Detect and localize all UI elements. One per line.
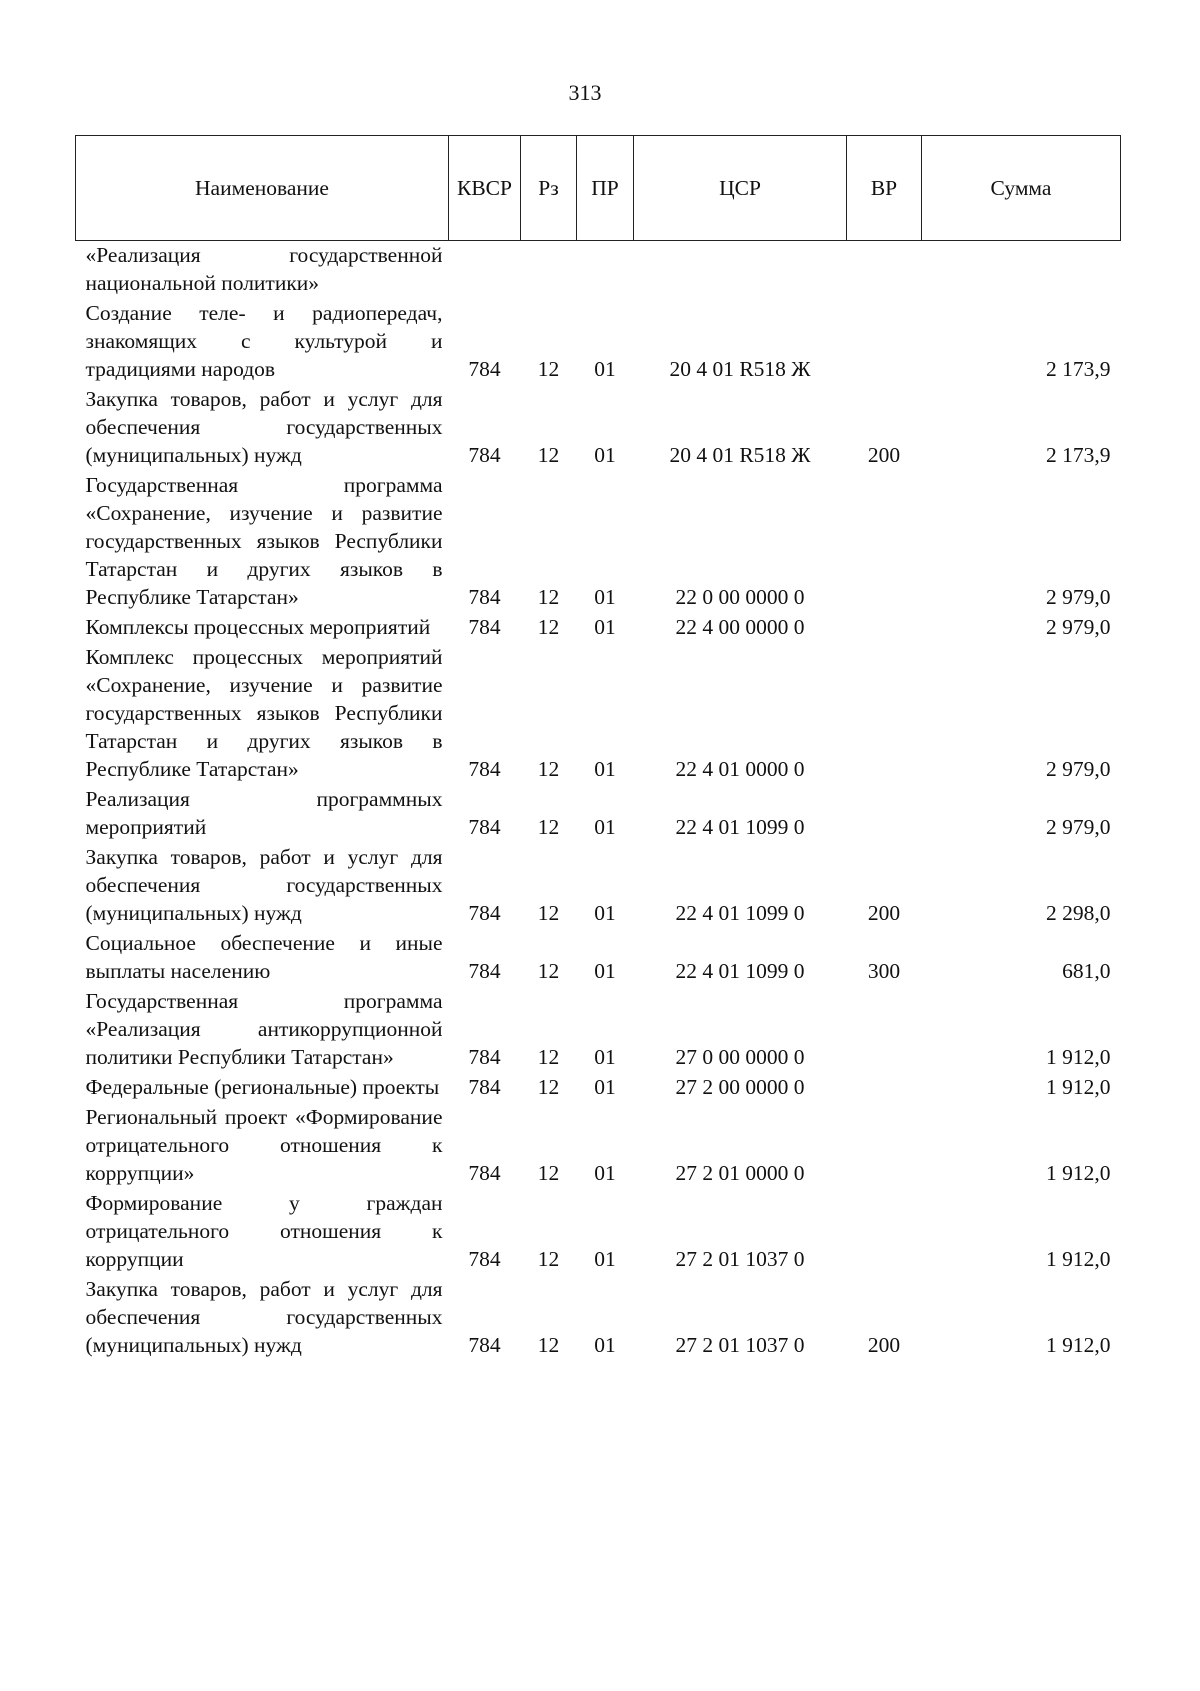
table-row bbox=[76, 241, 1121, 298]
cell-pr: 01 bbox=[594, 443, 616, 467]
cell-vr bbox=[847, 1101, 922, 1187]
table-header bbox=[76, 136, 1121, 241]
header-name: Наименование bbox=[76, 136, 449, 241]
table-row bbox=[76, 985, 1121, 1071]
cell-kvsr: 784 bbox=[468, 901, 501, 925]
cell-vr bbox=[847, 783, 922, 841]
cell-name: «Реализация государственной национальной политики» bbox=[85, 243, 443, 295]
cell-pr: 01 bbox=[594, 815, 616, 839]
table-row bbox=[76, 1071, 1121, 1101]
table-row bbox=[76, 841, 1121, 927]
cell-vr: 300 bbox=[867, 959, 901, 983]
cell-rz: 12 bbox=[537, 1161, 560, 1185]
cell-sum: 2 979,0 bbox=[1046, 615, 1111, 639]
cell-csr: 27 2 00 0000 0 bbox=[675, 1075, 805, 1099]
cell-rz: 12 bbox=[537, 615, 560, 639]
cell-sum: 2 173,9 bbox=[1046, 443, 1111, 467]
cell-csr: 27 0 00 0000 0 bbox=[675, 1045, 805, 1069]
cell-kvsr: 784 bbox=[468, 815, 501, 839]
cell-pr: 01 bbox=[594, 757, 616, 781]
cell-rz: 12 bbox=[537, 757, 560, 781]
header-vr: ВР bbox=[847, 136, 922, 241]
table-row bbox=[76, 641, 1121, 783]
cell-kvsr bbox=[449, 241, 521, 298]
cell-sum bbox=[922, 241, 1121, 298]
header-kvsr: КВСР bbox=[449, 136, 521, 241]
cell-csr: 27 2 01 1037 0 bbox=[675, 1247, 805, 1271]
cell-name: Закупка товаров, работ и услуг для обеспечения государственных (муниципальных) нужд bbox=[85, 1277, 443, 1357]
cell-name: Государственная программа «Реализация антикоррупционной политики Республики Татарстан» bbox=[85, 989, 443, 1069]
table-row bbox=[76, 1273, 1121, 1359]
cell-kvsr: 784 bbox=[468, 959, 501, 983]
cell-sum: 2 979,0 bbox=[1046, 815, 1111, 839]
cell-vr: 200 bbox=[867, 901, 901, 925]
cell-name: Региональный проект «Формирование отрицательного отношения к коррупции» bbox=[85, 1105, 443, 1185]
table-body bbox=[76, 241, 1121, 1360]
table-row bbox=[76, 1101, 1121, 1187]
cell-name: Социальное обеспечение и иные выплаты населению bbox=[85, 931, 443, 983]
cell-csr: 22 4 01 0000 0 bbox=[675, 757, 805, 781]
cell-name: Формирование у граждан отрицательного отношения к коррупции bbox=[85, 1191, 443, 1271]
cell-name: Реализация программных мероприятий bbox=[85, 787, 443, 839]
table-row bbox=[76, 383, 1121, 469]
cell-pr bbox=[577, 241, 634, 298]
table-row bbox=[76, 469, 1121, 611]
cell-rz: 12 bbox=[537, 1247, 560, 1271]
header-rz: Рз bbox=[521, 136, 577, 241]
cell-kvsr: 784 bbox=[468, 1161, 501, 1185]
cell-vr bbox=[847, 611, 922, 641]
budget-table bbox=[75, 135, 1121, 1359]
cell-kvsr: 784 bbox=[468, 615, 501, 639]
cell-sum: 1 912,0 bbox=[1046, 1161, 1111, 1185]
cell-kvsr: 784 bbox=[468, 585, 501, 609]
cell-pr: 01 bbox=[594, 1161, 616, 1185]
cell-sum: 2 979,0 bbox=[1046, 757, 1111, 781]
cell-name: Закупка товаров, работ и услуг для обеспечения государственных (муниципальных) нужд bbox=[85, 387, 443, 467]
cell-csr: 20 4 01 R518 Ж bbox=[669, 357, 811, 381]
cell-sum: 2 298,0 bbox=[1046, 901, 1111, 925]
cell-kvsr: 784 bbox=[468, 1333, 501, 1357]
cell-pr: 01 bbox=[594, 901, 616, 925]
cell-pr: 01 bbox=[594, 1333, 616, 1357]
cell-csr: 22 4 01 1099 0 bbox=[675, 959, 805, 983]
header-csr: ЦСР bbox=[634, 136, 847, 241]
cell-rz bbox=[521, 241, 577, 298]
cell-pr: 01 bbox=[594, 1075, 616, 1099]
cell-csr: 27 2 01 1037 0 bbox=[675, 1333, 805, 1357]
cell-vr bbox=[847, 985, 922, 1071]
table-row bbox=[76, 783, 1121, 841]
table-row bbox=[76, 611, 1121, 641]
cell-sum: 1 912,0 bbox=[1046, 1333, 1111, 1357]
cell-kvsr: 784 bbox=[468, 1045, 501, 1069]
cell-rz: 12 bbox=[537, 443, 560, 467]
cell-csr: 22 0 00 0000 0 bbox=[675, 585, 805, 609]
cell-sum: 1 912,0 bbox=[1046, 1045, 1111, 1069]
cell-vr bbox=[847, 641, 922, 783]
cell-vr: 200 bbox=[867, 443, 901, 467]
cell-pr: 01 bbox=[594, 959, 616, 983]
cell-vr: 200 bbox=[867, 1333, 901, 1357]
cell-sum: 1 912,0 bbox=[1046, 1247, 1111, 1271]
page-number: 313 bbox=[568, 80, 602, 105]
cell-rz: 12 bbox=[537, 1045, 560, 1069]
cell-csr: 20 4 01 R518 Ж bbox=[669, 443, 811, 467]
cell-pr: 01 bbox=[594, 585, 616, 609]
cell-csr: 27 2 01 0000 0 bbox=[675, 1161, 805, 1185]
cell-rz: 12 bbox=[537, 815, 560, 839]
cell-csr bbox=[634, 241, 847, 298]
cell-name: Закупка товаров, работ и услуг для обеспечения государственных (муниципальных) нужд bbox=[85, 845, 443, 925]
cell-name: Комплексы процессных мероприятий bbox=[85, 615, 431, 639]
cell-name: Федеральные (региональные) проекты bbox=[85, 1075, 440, 1099]
cell-sum: 2 979,0 bbox=[1046, 585, 1111, 609]
header-pr: ПР bbox=[577, 136, 634, 241]
cell-rz: 12 bbox=[537, 901, 560, 925]
cell-csr: 22 4 01 1099 0 bbox=[675, 815, 805, 839]
cell-vr bbox=[847, 469, 922, 611]
cell-rz: 12 bbox=[537, 1075, 560, 1099]
cell-name: Создание теле- и радиопередач, знакомящих с культурой и традициями народов bbox=[85, 301, 443, 381]
cell-pr: 01 bbox=[594, 357, 616, 381]
cell-vr bbox=[847, 1071, 922, 1101]
cell-pr: 01 bbox=[594, 615, 616, 639]
cell-vr bbox=[847, 297, 922, 383]
cell-kvsr: 784 bbox=[468, 357, 501, 381]
cell-pr: 01 bbox=[594, 1045, 616, 1069]
cell-csr: 22 4 01 1099 0 bbox=[675, 901, 805, 925]
cell-kvsr: 784 bbox=[468, 443, 501, 467]
cell-vr bbox=[847, 1187, 922, 1273]
cell-kvsr: 784 bbox=[468, 757, 501, 781]
cell-pr: 01 bbox=[594, 1247, 616, 1271]
cell-name: Комплекс процессных мероприятий «Сохранение, изучение и развитие государственных языков Республики Татарстан и других языков в Республике Татарстан» bbox=[85, 645, 443, 781]
header-sum: Сумма bbox=[922, 136, 1121, 241]
cell-vr bbox=[847, 241, 922, 298]
cell-rz: 12 bbox=[537, 357, 560, 381]
cell-sum: 1 912,0 bbox=[1046, 1075, 1111, 1099]
cell-rz: 12 bbox=[537, 959, 560, 983]
cell-csr: 22 4 00 0000 0 bbox=[675, 615, 805, 639]
table-row bbox=[76, 927, 1121, 985]
cell-sum: 681,0 bbox=[1062, 959, 1111, 983]
cell-kvsr: 784 bbox=[468, 1075, 501, 1099]
cell-name: Государственная программа «Сохранение, изучение и развитие государственных языков Республики Татарстан и других языков в Республике Татарстан» bbox=[85, 473, 443, 609]
cell-rz: 12 bbox=[537, 1333, 560, 1357]
table-row bbox=[76, 297, 1121, 383]
table-row bbox=[76, 1187, 1121, 1273]
cell-rz: 12 bbox=[537, 585, 560, 609]
cell-sum: 2 173,9 bbox=[1046, 357, 1111, 381]
cell-kvsr: 784 bbox=[468, 1247, 501, 1271]
